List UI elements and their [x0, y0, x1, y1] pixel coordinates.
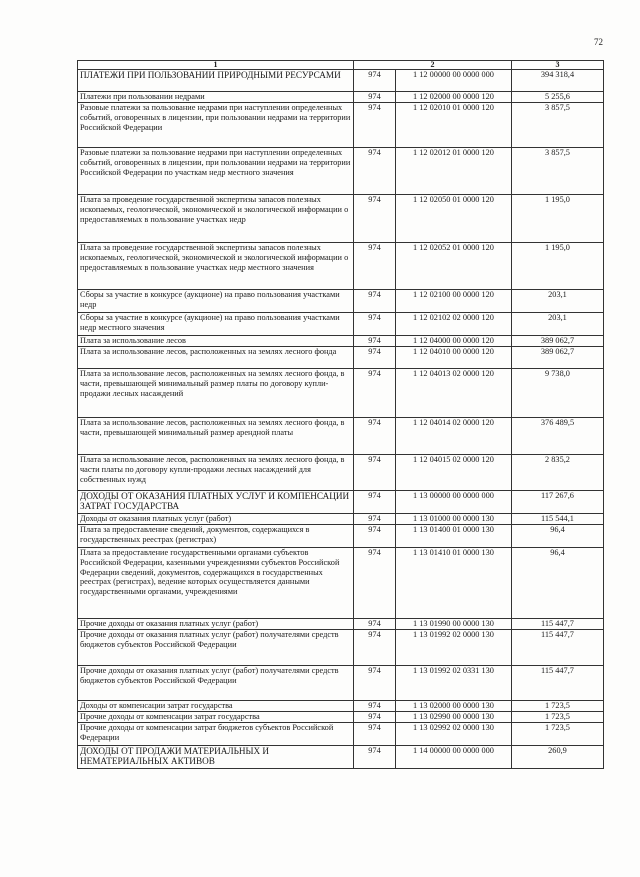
row-budget-classification-code: 1 12 02052 01 0000 120: [396, 243, 512, 290]
row-amount: 117 267,6: [512, 491, 604, 514]
row-budget-classification-code: 1 13 02992 02 0000 130: [396, 723, 512, 746]
row-administrator-code: 974: [354, 491, 396, 514]
row-amount: 376 489,5: [512, 418, 604, 455]
row-budget-classification-code: 1 13 02000 00 0000 130: [396, 701, 512, 712]
row-amount: 394 318,4: [512, 70, 604, 92]
row-amount: 5 255,6: [512, 92, 604, 103]
budget-revenue-table: [77, 60, 604, 769]
row-budget-classification-code: 1 13 01410 01 0000 130: [396, 548, 512, 619]
row-administrator-code: 974: [354, 525, 396, 548]
row-budget-classification-code: 1 12 04014 02 0000 120: [396, 418, 512, 455]
row-administrator-code: 974: [354, 290, 396, 313]
row-amount: 1 723,5: [512, 701, 604, 712]
table-row: [78, 92, 604, 103]
row-description: Прочие доходы от компенсации затрат бюджетов субъектов Российской Федерации: [78, 723, 354, 746]
row-budget-classification-code: 1 13 01990 00 0000 130: [396, 619, 512, 630]
row-administrator-code: 974: [354, 148, 396, 195]
row-description: Доходы от компенсации затрат государства: [78, 701, 354, 712]
table-row: [78, 195, 604, 243]
table-row: [78, 290, 604, 313]
row-budget-classification-code: 1 14 00000 00 0000 000: [396, 746, 512, 769]
row-budget-classification-code: 1 12 04010 00 0000 120: [396, 347, 512, 369]
table-row: [78, 514, 604, 525]
row-amount: 1 195,0: [512, 243, 604, 290]
row-amount: 3 857,5: [512, 148, 604, 195]
table-row: [78, 666, 604, 701]
row-amount: 1 195,0: [512, 195, 604, 243]
table-row: [78, 548, 604, 619]
row-description: Прочие доходы от оказания платных услуг (работ) получателями средств бюджетов субъектов Российской Федерации: [78, 630, 354, 666]
row-administrator-code: 974: [354, 347, 396, 369]
row-amount: 115 447,7: [512, 619, 604, 630]
row-budget-classification-code: 1 12 02050 01 0000 120: [396, 195, 512, 243]
row-administrator-code: 974: [354, 92, 396, 103]
row-budget-classification-code: 1 13 01400 01 0000 130: [396, 525, 512, 548]
row-description: Прочие доходы от оказания платных услуг (работ): [78, 619, 354, 630]
row-budget-classification-code: 1 13 01000 00 0000 130: [396, 514, 512, 525]
table-row: [78, 103, 604, 148]
row-administrator-code: 974: [354, 630, 396, 666]
row-budget-classification-code: 1 12 00000 00 0000 000: [396, 70, 512, 92]
row-description: ПЛАТЕЖИ ПРИ ПОЛЬЗОВАНИИ ПРИРОДНЫМИ РЕСУРСАМИ: [78, 70, 354, 92]
row-amount: 203,1: [512, 313, 604, 336]
row-amount: 2 835,2: [512, 455, 604, 491]
table-row: [78, 525, 604, 548]
column-header-1: 1: [78, 61, 354, 70]
row-amount: 1 723,5: [512, 723, 604, 746]
row-administrator-code: 974: [354, 619, 396, 630]
page-number: 72: [594, 37, 603, 47]
row-administrator-code: 974: [354, 336, 396, 347]
row-budget-classification-code: 1 12 02100 00 0000 120: [396, 290, 512, 313]
row-description: Сборы за участие в конкурсе (аукционе) на право пользования участками недр: [78, 290, 354, 313]
row-administrator-code: 974: [354, 723, 396, 746]
row-description: Прочие доходы от оказания платных услуг (работ) получателями средств бюджетов субъектов Российской Федерации: [78, 666, 354, 701]
row-budget-classification-code: 1 12 04000 00 0000 120: [396, 336, 512, 347]
row-amount: 115 447,7: [512, 666, 604, 701]
row-description: Плата за проведение государственной экспертизы запасов полезных ископаемых, геологической, экономической и экологической информации о предоставляемых в пользование участках недр местного значения: [78, 243, 354, 290]
row-administrator-code: 974: [354, 243, 396, 290]
column-header-2: 2: [354, 61, 512, 70]
row-description: Плата за предоставление сведений, документов, содержащихся в государственных реестрах (регистрах): [78, 525, 354, 548]
row-description: Разовые платежи за пользование недрами при наступлении определенных событий, оговоренных в лицензии, при пользовании недрами на территории Российской Федерации: [78, 103, 354, 148]
table-row: [78, 491, 604, 514]
row-administrator-code: 974: [354, 455, 396, 491]
row-description: ДОХОДЫ ОТ ПРОДАЖИ МАТЕРИАЛЬНЫХ И НЕМАТЕРИАЛЬНЫХ АКТИВОВ: [78, 746, 354, 769]
table-row: [78, 347, 604, 369]
row-amount: 3 857,5: [512, 103, 604, 148]
row-amount: 9 738,0: [512, 369, 604, 418]
row-description: Сборы за участие в конкурсе (аукционе) на право пользования участками недр местного значения: [78, 313, 354, 336]
row-budget-classification-code: 1 12 02010 01 0000 120: [396, 103, 512, 148]
row-administrator-code: 974: [354, 548, 396, 619]
table-row: [78, 369, 604, 418]
row-administrator-code: 974: [354, 418, 396, 455]
row-administrator-code: 974: [354, 514, 396, 525]
row-description: ДОХОДЫ ОТ ОКАЗАНИЯ ПЛАТНЫХ УСЛУГ И КОМПЕНСАЦИИ ЗАТРАТ ГОСУДАРСТВА: [78, 491, 354, 514]
row-description: Плата за использование лесов, расположенных на землях лесного фонда, в части, превышающей минимальный размер платы по договору купли-продажи лесных насаждений: [78, 369, 354, 418]
table-body: [78, 61, 604, 769]
row-description: Плата за предоставление государственными органами субъектов Российской Федерации, казенными учреждениями субъектов Российской Федерации сведений, документов, содержащихся в государственных реестрах (регистрах), ведение которых осуществляется данными государственными органами, учреждениями: [78, 548, 354, 619]
row-budget-classification-code: 1 13 00000 00 0000 000: [396, 491, 512, 514]
row-amount: 203,1: [512, 290, 604, 313]
row-administrator-code: 974: [354, 195, 396, 243]
table-row: [78, 148, 604, 195]
row-budget-classification-code: 1 13 02990 00 0000 130: [396, 712, 512, 723]
row-amount: 389 062,7: [512, 336, 604, 347]
column-header-3: 3: [512, 61, 604, 70]
row-amount: 389 062,7: [512, 347, 604, 369]
row-amount: 1 723,5: [512, 712, 604, 723]
row-description: Плата за использование лесов, расположенных на землях лесного фонда: [78, 347, 354, 369]
row-budget-classification-code: 1 12 04015 02 0000 120: [396, 455, 512, 491]
row-description: Платежи при пользовании недрами: [78, 92, 354, 103]
row-description: Прочие доходы от компенсации затрат государства: [78, 712, 354, 723]
table-row: [78, 313, 604, 336]
row-description: Плата за использование лесов: [78, 336, 354, 347]
table-row: [78, 70, 604, 92]
row-administrator-code: 974: [354, 666, 396, 701]
row-amount: 96,4: [512, 548, 604, 619]
row-amount: 260,9: [512, 746, 604, 769]
row-administrator-code: 974: [354, 70, 396, 92]
table-row: [78, 336, 604, 347]
row-administrator-code: 974: [354, 103, 396, 148]
row-amount: 115 447,7: [512, 630, 604, 666]
row-administrator-code: 974: [354, 746, 396, 769]
table-row: [78, 418, 604, 455]
row-amount: 115 544,1: [512, 514, 604, 525]
row-budget-classification-code: 1 12 02102 02 0000 120: [396, 313, 512, 336]
table-row: [78, 243, 604, 290]
table-row: [78, 630, 604, 666]
table-row: [78, 455, 604, 491]
row-administrator-code: 974: [354, 369, 396, 418]
row-description: Плата за проведение государственной экспертизы запасов полезных ископаемых, геологической, экономической и экологической информации о предоставляемых в пользование участках недр: [78, 195, 354, 243]
column-number-header-row: [78, 61, 604, 70]
row-description: Плата за использование лесов, расположенных на землях лесного фонда, в части, превышающей минимальный размер арендной платы: [78, 418, 354, 455]
row-budget-classification-code: 1 12 04013 02 0000 120: [396, 369, 512, 418]
row-budget-classification-code: 1 12 02012 01 0000 120: [396, 148, 512, 195]
row-administrator-code: 974: [354, 313, 396, 336]
row-description: Доходы от оказания платных услуг (работ): [78, 514, 354, 525]
row-administrator-code: 974: [354, 701, 396, 712]
table-row: [78, 712, 604, 723]
table-row: [78, 701, 604, 712]
row-description: Плата за использование лесов, расположенных на землях лесного фонда, в части платы по договору купли-продажи лесных насаждений для собственных нужд: [78, 455, 354, 491]
table-row: [78, 619, 604, 630]
row-description: Разовые платежи за пользование недрами при наступлении определенных событий, оговоренных в лицензии, при пользовании недрами на территории Российской Федерации по участкам недр местного значения: [78, 148, 354, 195]
row-amount: 96,4: [512, 525, 604, 548]
table-row: [78, 723, 604, 746]
row-budget-classification-code: 1 13 01992 02 0331 130: [396, 666, 512, 701]
row-budget-classification-code: 1 13 01992 02 0000 130: [396, 630, 512, 666]
row-administrator-code: 974: [354, 712, 396, 723]
row-budget-classification-code: 1 12 02000 00 0000 120: [396, 92, 512, 103]
table-row: [78, 746, 604, 769]
